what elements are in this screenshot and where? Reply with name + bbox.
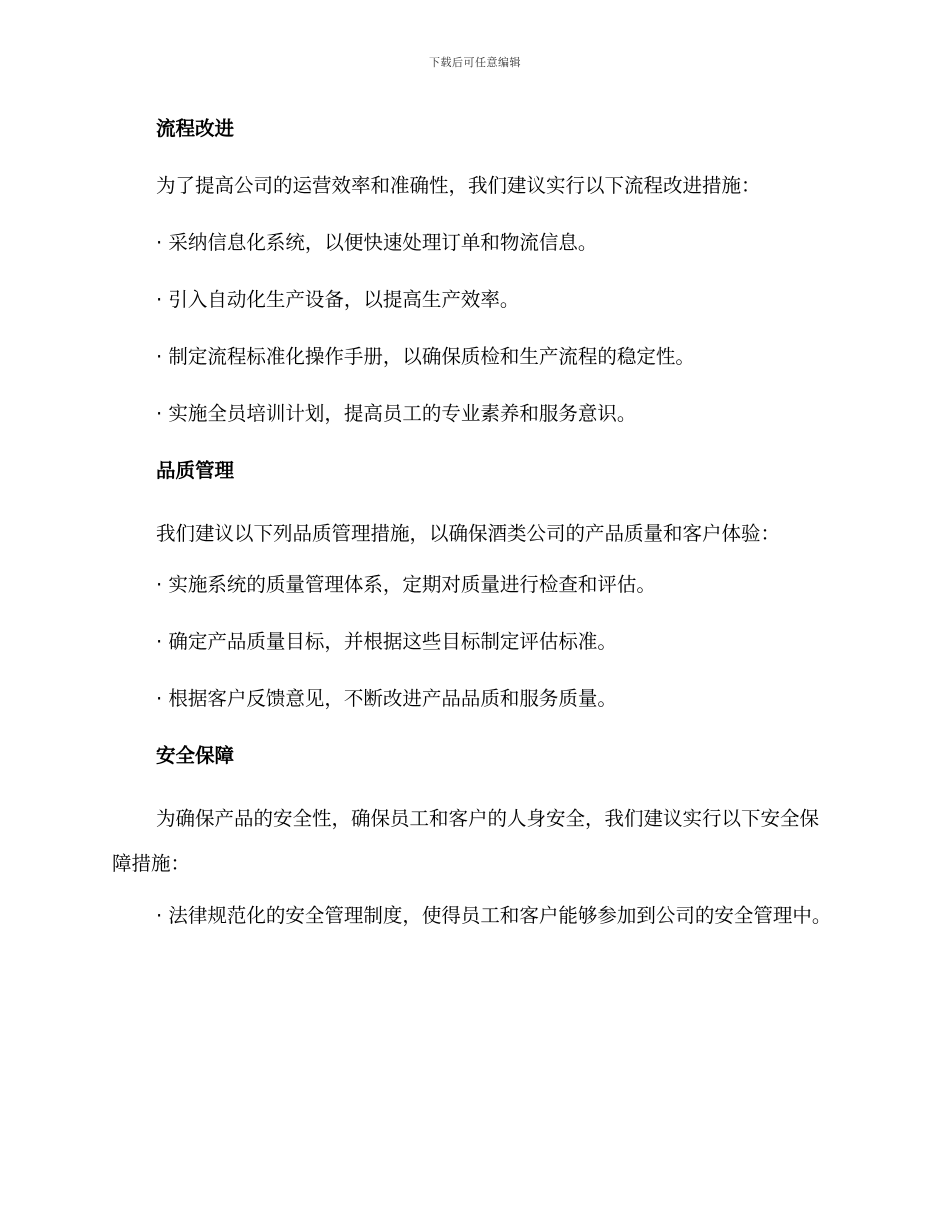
header-note: 下载后可任意编辑 (429, 56, 521, 69)
bullet-item: · 采纳信息化系统，以便快速处理订单和物流信息。 (156, 231, 598, 254)
section-intro: 为了提高公司的运营效率和准确性，我们建议实行以下流程改进措施： (156, 174, 761, 197)
bullet-item: · 制定流程标准化操作手册，以确保质检和生产流程的稳定性。 (156, 345, 695, 368)
bullet-item: · 实施全员培训计划，提高员工的专业素养和服务意识。 (156, 402, 637, 425)
section-heading: 品质管理 (156, 459, 235, 482)
section-intro: 为确保产品的安全性，确保员工和客户的人身安全，我们建议实行以下安全保障措施： (112, 807, 820, 875)
bullet-item: · 根据客户反馈意见，不断改进产品品质和服务质量。 (156, 687, 617, 710)
bullet-item: · 确定产品质量目标，并根据这些目标制定评估标准。 (156, 630, 617, 653)
section-intro: 我们建议以下列品质管理措施，以确保酒类公司的产品质量和客户体验： (156, 522, 781, 545)
section-quality-management (112, 454, 832, 716)
section-process-improvement (112, 112, 832, 431)
bullet-item: · 引入自动化生产设备，以提高生产效率。 (156, 288, 520, 311)
bullet-item: · 实施系统的质量管理体系，定期对质量进行检查和评估。 (156, 573, 656, 596)
section-heading: 安全保障 (156, 744, 235, 767)
bullet-item: · 法律规范化的安全管理制度，使得员工和客户能够参加到公司的安全管理中。 (156, 904, 832, 927)
document-body (112, 112, 832, 961)
section-safety-assurance (112, 739, 832, 938)
section-heading: 流程改进 (156, 117, 235, 140)
